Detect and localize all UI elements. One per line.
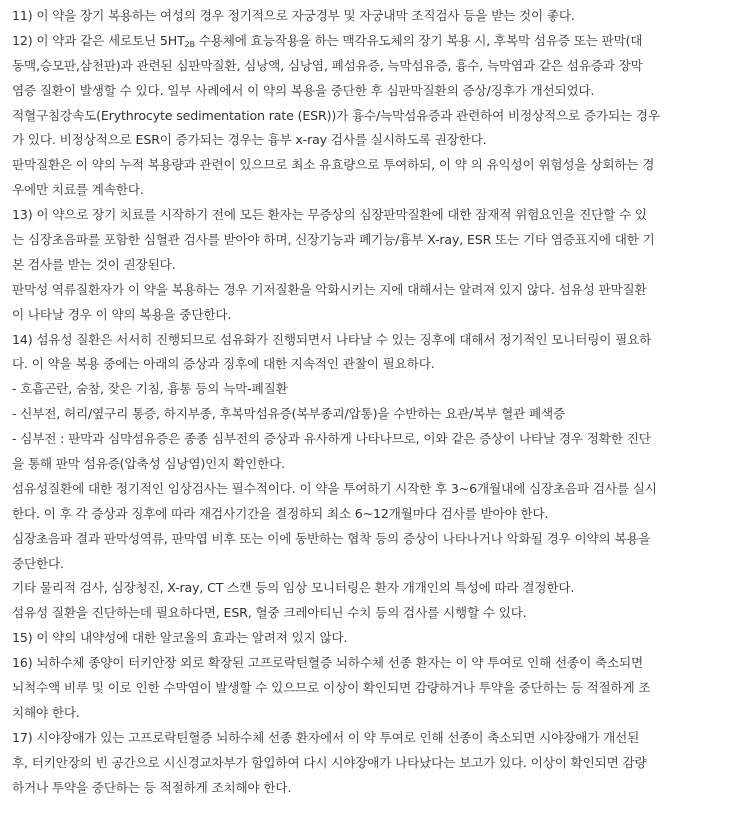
text-segment: 수용체에 효능작용을 하는 맥각유도체의 장기 복용 시, 후복막 섬유증 또는 판막(대	[194, 32, 643, 48]
text-line	[12, 29, 725, 54]
text-line: 16) 뇌하수체 종양이 터키안장 외로 확장된 고프로락틴혈증 뇌하수체 선종 환자는 이 약 투여로 인해 선종이 축소되면	[12, 655, 644, 671]
text-line: 이 나타날 경우 이 약의 복용을 중단한다.	[12, 306, 232, 322]
text-line: 심장초음파 결과 판막성역류, 판막엽 비후 또는 이에 동반하는 협착 등의 증상이 나타나거나 악화될 경우 이약의 복용을	[12, 530, 651, 546]
text-line: 다. 이 약을 복용 중에는 아래의 증상과 징후에 대한 지속적인 관찰이 필요하다.	[12, 356, 435, 372]
text-line: 기타 물리적 검사, 심장청진, X-ray, CT 스캔 등의 임상 모니터링은 환자 개개인의 특성에 따라 결정한다.	[12, 580, 575, 596]
text-line: 는 심장초음파를 포함한 심혈관 검사를 받아야 하며, 신장기능과 폐기능/흉부 X-ray, ESR 또는 기타 염증표지에 대한 기	[12, 232, 655, 248]
text-line: - 신부전, 허리/옆구리 통증, 하지부종, 후복막섬유증(복부종괴/압통)을 수반하는 요관/복부 혈관 폐색증	[12, 406, 566, 422]
text-line: 을 통해 판막 섬유증(압축성 심낭염)인지 확인한다.	[12, 456, 285, 472]
text-line: 본 검사를 받는 것이 권장된다.	[12, 256, 176, 272]
text-line: 13) 이 약으로 장기 치료를 시작하기 전에 모든 환자는 무증상의 심장판막질환에 대한 잠재적 위험요인을 진단할 수 있	[12, 207, 647, 223]
text-line: - 심부전 : 판막과 심막섬유증은 종종 심부전의 증상과 유사하게 나타나므로, 이와 같은 증상이 나타날 경우 정확한 진단	[12, 431, 651, 447]
text-line: 11) 이 약을 장기 복용하는 여성의 경우 정기적으로 자궁경부 및 자궁내막 조직검사 등을 받는 것이 좋다.	[12, 8, 575, 23]
text-line: 동맥,승모판,삼천판)과 관련된 심판막질환, 심낭액, 심낭염, 폐섬유증, 늑막섬유증, 흉수, 늑막염과 같은 섬유증과 장막	[12, 57, 643, 73]
text-segment: 12) 이 약과 같은 세로토닌 5HT	[12, 32, 185, 48]
text-line: 적혈구침강속도(Erythrocyte sedimentation rate (ESR))가 흉수/늑막섬유증과 관련하여 비정상적으로 증가되는 경우	[12, 107, 660, 123]
text-line: 섬유성질환에 대한 정기적인 임상검사는 필수적이다. 이 약을 투여하기 시작한 후 3~6개월내에 심장초음파 검사를 실시	[12, 480, 657, 496]
text-line: 14) 섬유성 질환은 서서히 진행되므로 섬유화가 진행되면서 나타날 수 있는 징후에 대해서 정기적인 모니터링이 필요하	[12, 331, 652, 347]
text-line: 가 있다. 비정상적으로 ESR이 증가되는 경우는 흉부 x-ray 검사를 실시하도록 권장한다.	[12, 132, 487, 148]
text-line: 후, 터키안장의 빈 공간으로 시신경교차부가 함입하여 다시 시야장애가 나타났다는 보고가 있다. 이상이 확인되면 감량	[12, 754, 647, 770]
text-line: 우에만 치료를 계속한다.	[12, 182, 144, 198]
text-line: 뇌척수액 비루 및 이로 인한 수막염이 발생할 수 있으므로 이상이 확인되면 감량하거나 투약을 중단하는 등 적절하게 조	[12, 680, 651, 696]
text-line: 15) 이 약의 내약성에 대한 알코올의 효과는 알려져 있지 않다.	[12, 630, 348, 646]
text-line: 치해야 한다.	[12, 704, 80, 720]
text-line: 판막성 역류질환자가 이 약을 복용하는 경우 기저질환을 악화시키는 지에 대해서는 알려져 있지 않다. 섬유성 판막질환	[12, 281, 647, 297]
text-line: - 호흡곤란, 숨참, 잦은 기침, 흉통 등의 늑막-폐질환	[12, 381, 288, 397]
text-line: 중단한다.	[12, 555, 64, 571]
text-line: 하거나 투약을 중단하는 등 적절하게 조치해야 한다.	[12, 779, 292, 795]
text-line: 섬유성 질환을 진단하는데 필요하다면, ESR, 혈중 크레아티닌 수치 등의 검사를 시행할 수 있다.	[12, 605, 527, 621]
subscript-text: 2B	[184, 39, 195, 49]
text-line: 염증 질환이 발생할 수 있다. 일부 사례에서 이 약의 복용을 중단한 후 심판막질환의 증상/징후가 개선되었다.	[12, 82, 595, 98]
text-line: 판막질환은 이 약의 누적 복용량과 관련이 있으므로 최소 유효량으로 투여하되, 이 약 의 유익성이 위험성을 상회하는 경	[12, 157, 655, 173]
text-line: 한다. 이 후 각 증상과 징후에 따라 재검사기간을 결정하되 최소 6~12개월마다 검사를 받아야 한다.	[12, 505, 549, 521]
text-line: 17) 시야장애가 있는 고프로락틴혈증 뇌하수체 선종 환자에서 이 약 투여로 인해 선종이 축소되면 시야장애가 개선된	[12, 729, 640, 745]
